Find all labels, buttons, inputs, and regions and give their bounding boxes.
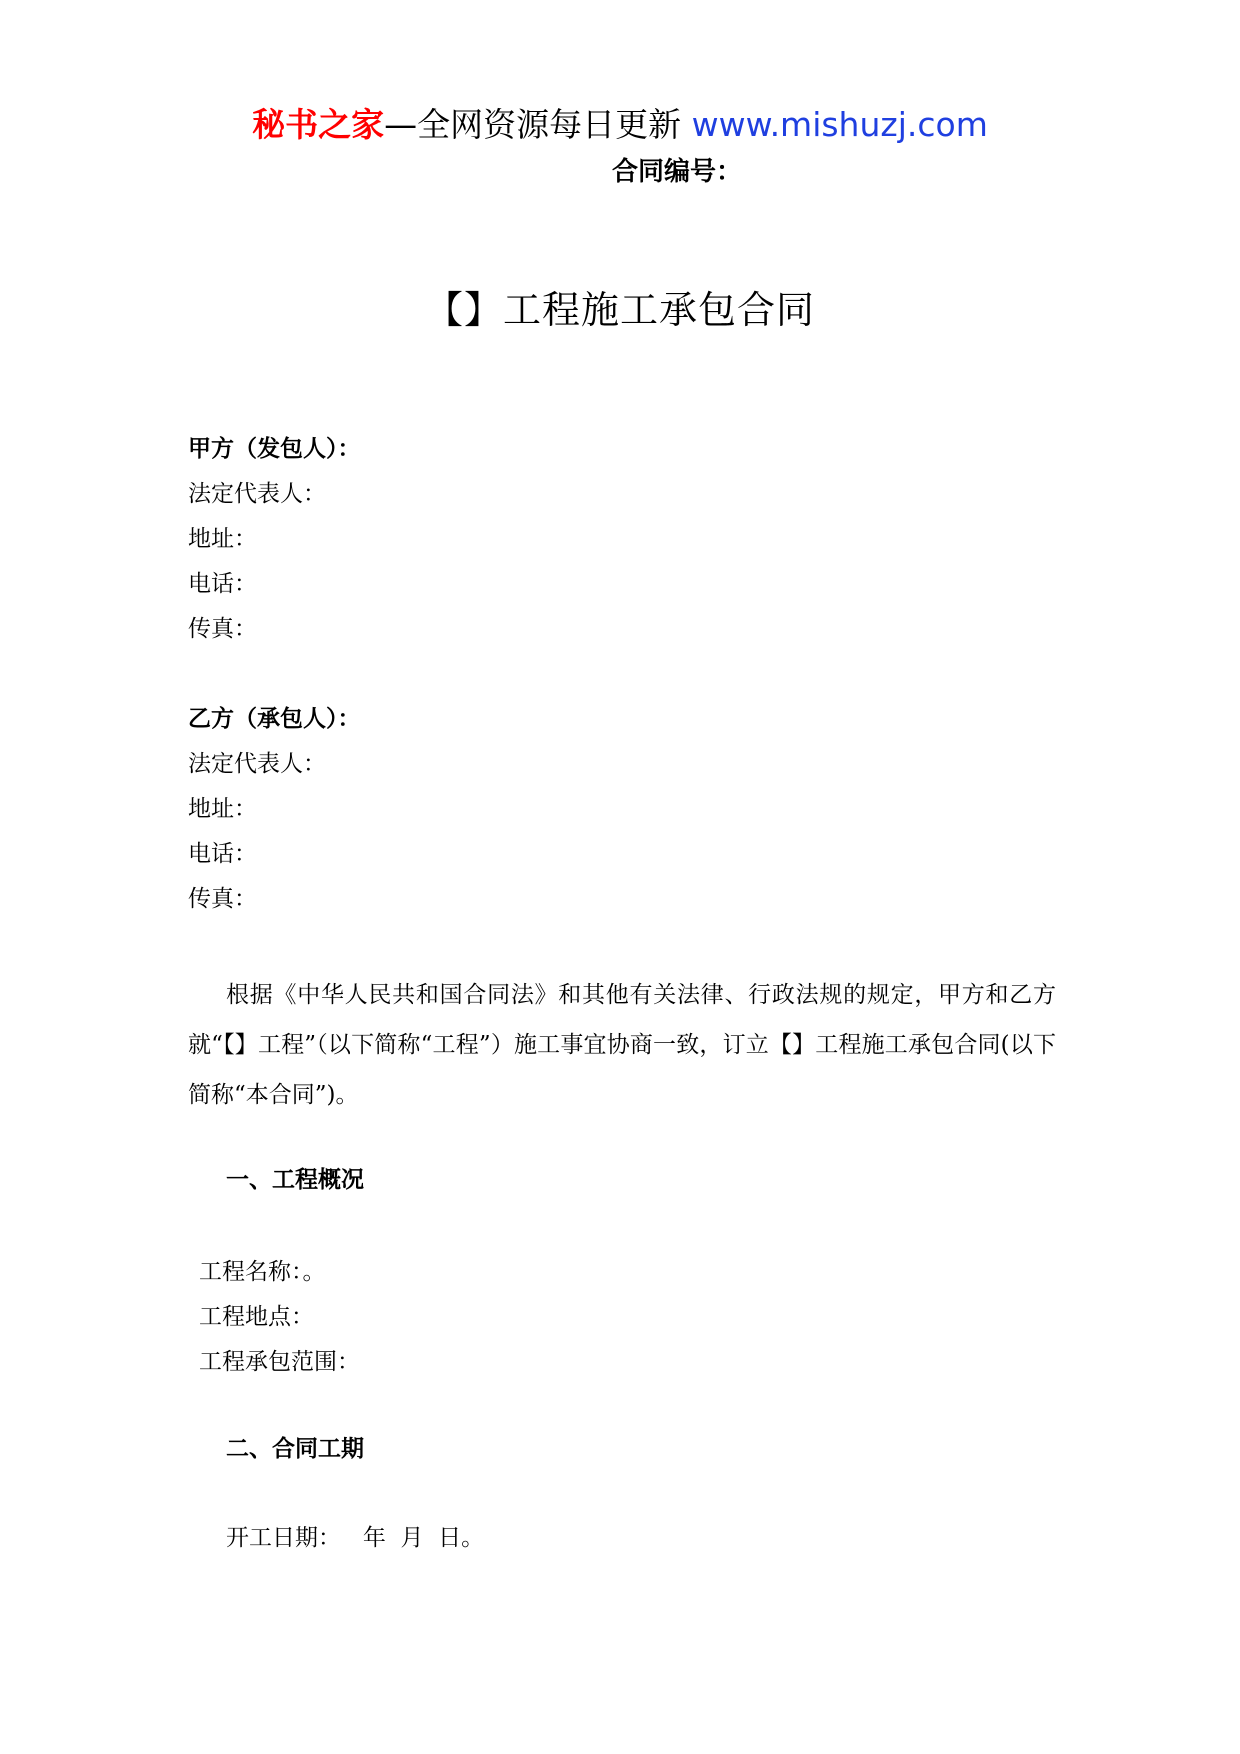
party-a-address: 地址： xyxy=(188,526,257,552)
party-a-heading: 甲方（发包人）： xyxy=(188,436,361,462)
header-slogan: —全网资源每日更新 xyxy=(384,105,692,144)
party-b-address: 地址： xyxy=(188,796,257,822)
header-url-link[interactable]: www.mishuzj.com xyxy=(691,105,988,144)
site-header xyxy=(0,100,1240,150)
party-a-legal-rep: 法定代表人： xyxy=(188,481,326,507)
section-2-heading: 二、合同工期 xyxy=(226,1436,364,1462)
section-1-heading: 一、工程概况 xyxy=(226,1167,364,1193)
party-a-phone: 电话： xyxy=(188,571,257,597)
preamble-paragraph: 根据《中华人民共和国合同法》和其他有关法律、行政法规的规定，甲方和乙方就“【】工程”（以下简称“工程”）施工事宜协商一致，订立【】工程施工承包合同(以下简称“本合同”)。 xyxy=(188,982,1056,1108)
party-b-fax: 传真： xyxy=(188,886,257,912)
brand-name: 秘书之家 xyxy=(252,105,385,144)
contract-number-label: 合同编号： xyxy=(612,157,743,187)
party-b-legal-rep: 法定代表人： xyxy=(188,751,326,777)
project-name-field: 工程名称：。 xyxy=(199,1259,326,1285)
project-scope-field: 工程承包范围： xyxy=(199,1349,360,1375)
document-title: 【】工程施工承包合同 xyxy=(424,288,815,332)
project-overview-block xyxy=(199,1250,360,1385)
party-b-block xyxy=(188,697,361,922)
party-b-heading: 乙方（承包人）： xyxy=(188,706,361,732)
party-b-phone: 电话： xyxy=(188,841,257,867)
party-a-block xyxy=(188,427,361,652)
party-a-fax: 传真： xyxy=(188,616,257,642)
start-date-field: 开工日期： 年 月 日。 xyxy=(226,1525,485,1551)
project-location-field: 工程地点： xyxy=(199,1304,314,1330)
